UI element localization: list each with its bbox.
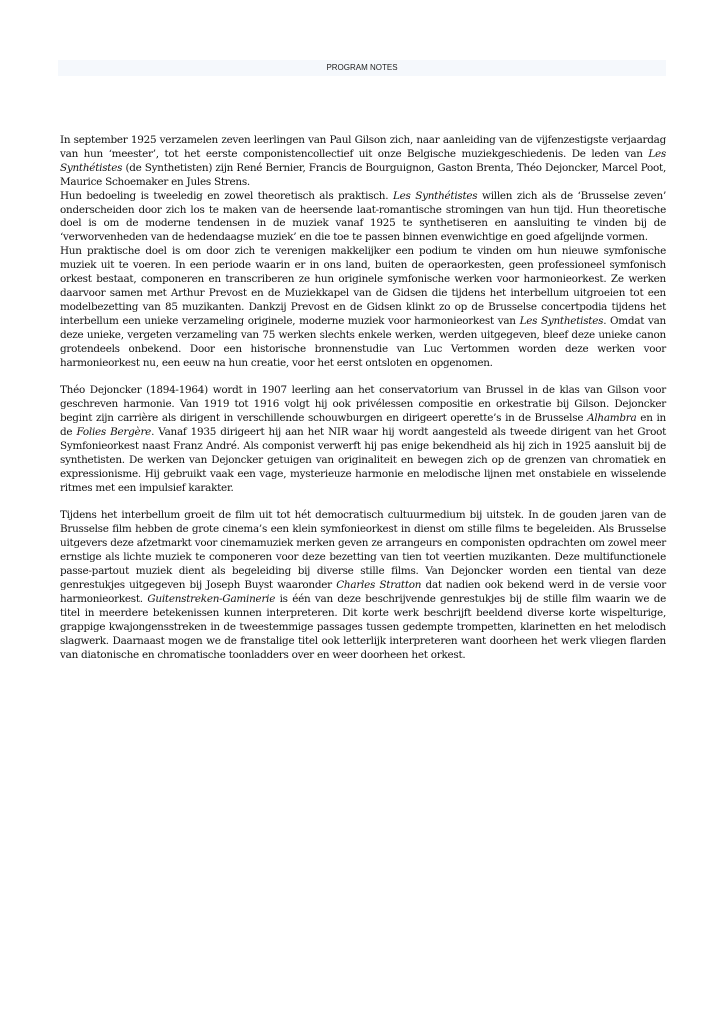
document-body [60,134,666,662]
paragraph-dejoncker: Théo Dejoncker (1894-1964) wordt in 1907 leerling aan het conservatorium van Brussel in de klas van Gilson voor geschreven harmonie. Van 1919 tot 1916 volgt hij ook privélessen compositie en orkestratie bij Gilson. Dejoncker begint zijn carrière als dirigent in verschillende schouwburgen en dirigeert operette’s in de Brusselse Alhambra en in de Folies Bergère. Vanaf 1935 dirigeert hij aan het NIR waar hij wordt aangesteld als tweede dirigent van het Groot Symfonieorkest naast Franz André. Als componist verwerft hij pas enige bekendheid als hij zich in 1925 aansluit bij de synthetisten. De werken van Dejoncker getuigen van originaliteit en bewegen zich op de grenzen van chromatiek en expressionisme. Hij gebruikt vaak een vage, mysterieuze harmonie en melodische lijnen met onstabiele en wisselende ritmes met een impulsief karakter. [60,384,667,494]
paragraph-gap [60,370,666,384]
paragraph-gap [60,496,666,510]
paragraph-film: Tijdens het interbellum groeit de film uit tot hét democratisch cultuurmedium bij uitstek. In de gouden jaren van de Brusselse film hebben de grote cinema’s een klein symfonieorkest in dienst om stille films te begeleiden. Als Brusselse uitgevers deze afzetmarkt voor cinemamuziek merken geven ze arrangeurs en componisten opdrachten om zowel meer ernstige als lichte muziek te componeren voor deze bezetting van tien tot veertien muzikanten. Deze multifunctionele passe-partout muziek dient als begeleiding bij diverse stille films. Van Dejoncker worden een tiental van deze genrestukjes uitgegeven bij Joseph Buyst waaronder Charles Stratton dat nadien ook bekend werd in de versie voor harmonieorkest. Guitenstreken-Gaminerie is één van deze beschrijvende genrestukjes bij de stille film waarin we de titel in meerdere betekenissen kunnen interpreteren. Dit korte werk beschrijft beeldend diverse korte wispelturige, grappige kwajongensstreken in de tweestemmige passages tussen gedempte trompetten, klarinetten en het melodisch slagwerk. Daarnaast mogen we de franstalige titel ook letterlijk interpreteren want doorheen het werk vliegen flarden van diatonische en chromatische toonladders over en weer doorheen het orkest. [60,509,667,661]
page-header [58,60,666,76]
paragraph-intro: In september 1925 verzamelen zeven leerlingen van Paul Gilson zich, naar aanleiding van de vijfenzestigste verjaardag van hun ‘meester’, tot het eerste componistencollectief uit onze Belgische muziekgeschiedenis. De leden van Les Synthétistes (de Synthetisten) zijn René Bernier, Francis de Bourguignon, Gaston Brenta, Théo Dejoncker, Marcel Poot, Maurice Schoemaker en Jules Strens. [60,134,666,188]
paragraph-practical: Hun praktische doel is om door zich te verenigen makkelijker een podium te vinden om hun nieuwe symfonische muziek uit te voeren. In een periode waarin er in ons land, buiten de operaorkesten, geen professioneel symfonisch orkest bestaat, componeren en transcriberen ze hun originele symfonische werken voor harmonieorkest. Ze werken daarvoor samen met Arthur Prevost en de Muziekkapel van de Gidsen die tijdens het interbellum uitgroeien tot een modelbezetting van 85 muzikanten. Dankzij Prevost en de Gidsen klinkt zo op de Brusselse concertpodia tijdens het interbellum een unieke verzameling originele, moderne muziek voor harmonieorkest van Les Synthetistes. Omdat van deze unieke, vergeten verzameling van 75 werken slechts enkele werken, werden uitgegeven, bleef deze unieke canon grotendeels onbekend. Door een historische bronnenstudie van Luc Vertommen worden deze werken voor harmonieorkest nu, een eeuw na hun creatie, voor het eerst ontsloten en opgenomen. [60,245,666,369]
header-title: PROGRAM NOTES [326,63,398,72]
paragraph-aims: Hun bedoeling is tweeledig en zowel theoretisch als praktisch. Les Synthétistes willen zich als de ‘Brusselse zeven’ onderscheiden door zich los te maken van de heersende laat-romantische stromingen van hun tijd. Hun theoretische doel is om de moderne tendensen in de muziek vanaf 1925 te synthetiseren en aansluiting te vinden bij de ‘verworvenheden van de hedendaagse muziek’ en die toe te passen binnen evenwichtige en goed afgelijnde vormen. [60,189,667,244]
